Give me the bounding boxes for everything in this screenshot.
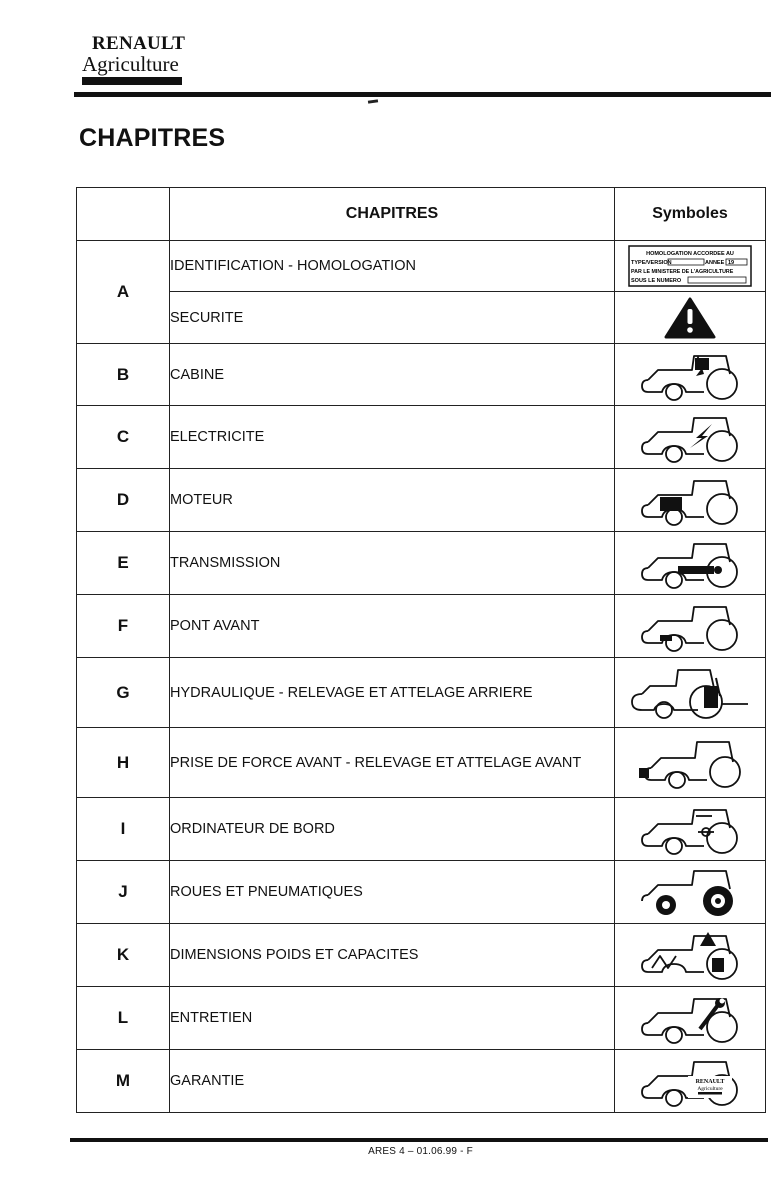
tractor-lightning-icon <box>638 410 742 464</box>
chapter-letter: K <box>77 924 170 987</box>
chapter-label: ENTRETIEN <box>170 987 615 1050</box>
table-row <box>77 658 766 728</box>
tractor-warranty-icon <box>638 1054 742 1108</box>
symbol-cell <box>615 532 766 595</box>
chapter-letter: H <box>77 728 170 798</box>
plate-line2c: 19 <box>728 260 735 266</box>
tractor-cab-icon <box>638 348 742 402</box>
chapter-label: PRISE DE FORCE AVANT - RELEVAGE ET ATTELAGE AVANT <box>170 728 615 798</box>
tractor-front-hitch-icon <box>635 734 745 792</box>
table-header-row <box>77 188 766 241</box>
table-row <box>77 595 766 658</box>
symbol-cell <box>615 344 766 406</box>
chapter-label: ROUES ET PNEUMATIQUES <box>170 861 615 924</box>
chapter-label: GARANTIE <box>170 1050 615 1113</box>
symbol-cell <box>615 798 766 861</box>
table-row <box>77 532 766 595</box>
chapter-letter: B <box>77 344 170 406</box>
chapter-letter: L <box>77 987 170 1050</box>
chapter-label: ELECTRICITE <box>170 406 615 469</box>
table-row <box>77 406 766 469</box>
chapters-table <box>76 187 766 1113</box>
tractor-dimensions-icon <box>638 928 742 982</box>
symbol-cell <box>615 469 766 532</box>
header-chapitres: CHAPITRES <box>170 188 615 241</box>
chapter-label: DIMENSIONS POIDS ET CAPACITES <box>170 924 615 987</box>
table-row <box>77 241 766 292</box>
renault-agriculture-logo <box>82 34 185 85</box>
tractor-engine-icon <box>638 473 742 527</box>
symbol-cell <box>615 241 766 292</box>
symbol-cell <box>615 658 766 728</box>
chapter-letter: G <box>77 658 170 728</box>
header-letter-cell <box>77 188 170 241</box>
table-row <box>77 1050 766 1113</box>
symbol-cell <box>615 861 766 924</box>
plate-line1: HOMOLOGATION ACCORDEE AU <box>646 251 734 257</box>
chapter-letter: D <box>77 469 170 532</box>
table-row <box>77 292 766 344</box>
table-row <box>77 469 766 532</box>
symbol-cell <box>615 1050 766 1113</box>
footer-reference: ARES 4 – 01.06.99 - F <box>368 1146 473 1157</box>
header-symboles: Symboles <box>615 188 766 241</box>
table-row <box>77 861 766 924</box>
tractor-rear-hitch-icon <box>628 664 752 722</box>
chapter-label: TRANSMISSION <box>170 532 615 595</box>
chapter-letter: E <box>77 532 170 595</box>
plate-line2a: TYPE/VERSION <box>631 260 672 266</box>
chapter-label: IDENTIFICATION - HOMOLOGATION <box>170 241 615 292</box>
table-row <box>77 344 766 406</box>
table-row <box>77 924 766 987</box>
plate-line3: PAR LE MINISTERE DE L'AGRICULTURE <box>631 269 734 275</box>
stray-mark <box>368 99 378 103</box>
plate-line2b: ANNEE <box>705 260 725 266</box>
footer <box>0 1146 771 1157</box>
symbol-cell <box>615 595 766 658</box>
tractor-wheels-icon <box>638 865 742 919</box>
chapter-letter: J <box>77 861 170 924</box>
chapter-letter: I <box>77 798 170 861</box>
footer-rule <box>70 1138 768 1142</box>
chapter-letter: A <box>77 241 170 344</box>
tractor-transmission-icon <box>638 536 742 590</box>
warranty-logo-sub: Agriculture <box>697 1086 723 1092</box>
logo-brand: RENAULT <box>92 33 186 54</box>
chapter-label: ORDINATEUR DE BORD <box>170 798 615 861</box>
table-row <box>77 987 766 1050</box>
symbol-cell <box>615 987 766 1050</box>
tractor-front-axle-icon <box>638 599 742 653</box>
table-row <box>77 728 766 798</box>
chapter-label: SECURITE <box>170 292 615 344</box>
symbol-cell <box>615 292 766 344</box>
table-row <box>77 798 766 861</box>
chapter-label: PONT AVANT <box>170 595 615 658</box>
warning-triangle-icon <box>664 297 716 339</box>
symbol-cell <box>615 406 766 469</box>
chapter-letter: F <box>77 595 170 658</box>
chapter-label: CABINE <box>170 344 615 406</box>
tractor-wrench-icon <box>638 991 742 1045</box>
logo-bar <box>82 77 182 85</box>
symbol-cell <box>615 924 766 987</box>
page-title: CHAPITRES <box>79 124 226 152</box>
tractor-computer-icon <box>638 802 742 856</box>
plate-line4: SOUS LE NUMERO <box>631 278 682 284</box>
symbol-cell <box>615 728 766 798</box>
warranty-logo-brand: RENAULT <box>695 1079 725 1085</box>
header-rule <box>74 92 771 97</box>
chapter-letter: M <box>77 1050 170 1113</box>
homologation-plate-icon <box>628 244 752 288</box>
chapter-letter: C <box>77 406 170 469</box>
chapter-label: MOTEUR <box>170 469 615 532</box>
logo-division: Agriculture <box>82 52 179 76</box>
chapter-label: HYDRAULIQUE - RELEVAGE ET ATTELAGE ARRIERE <box>170 658 615 728</box>
